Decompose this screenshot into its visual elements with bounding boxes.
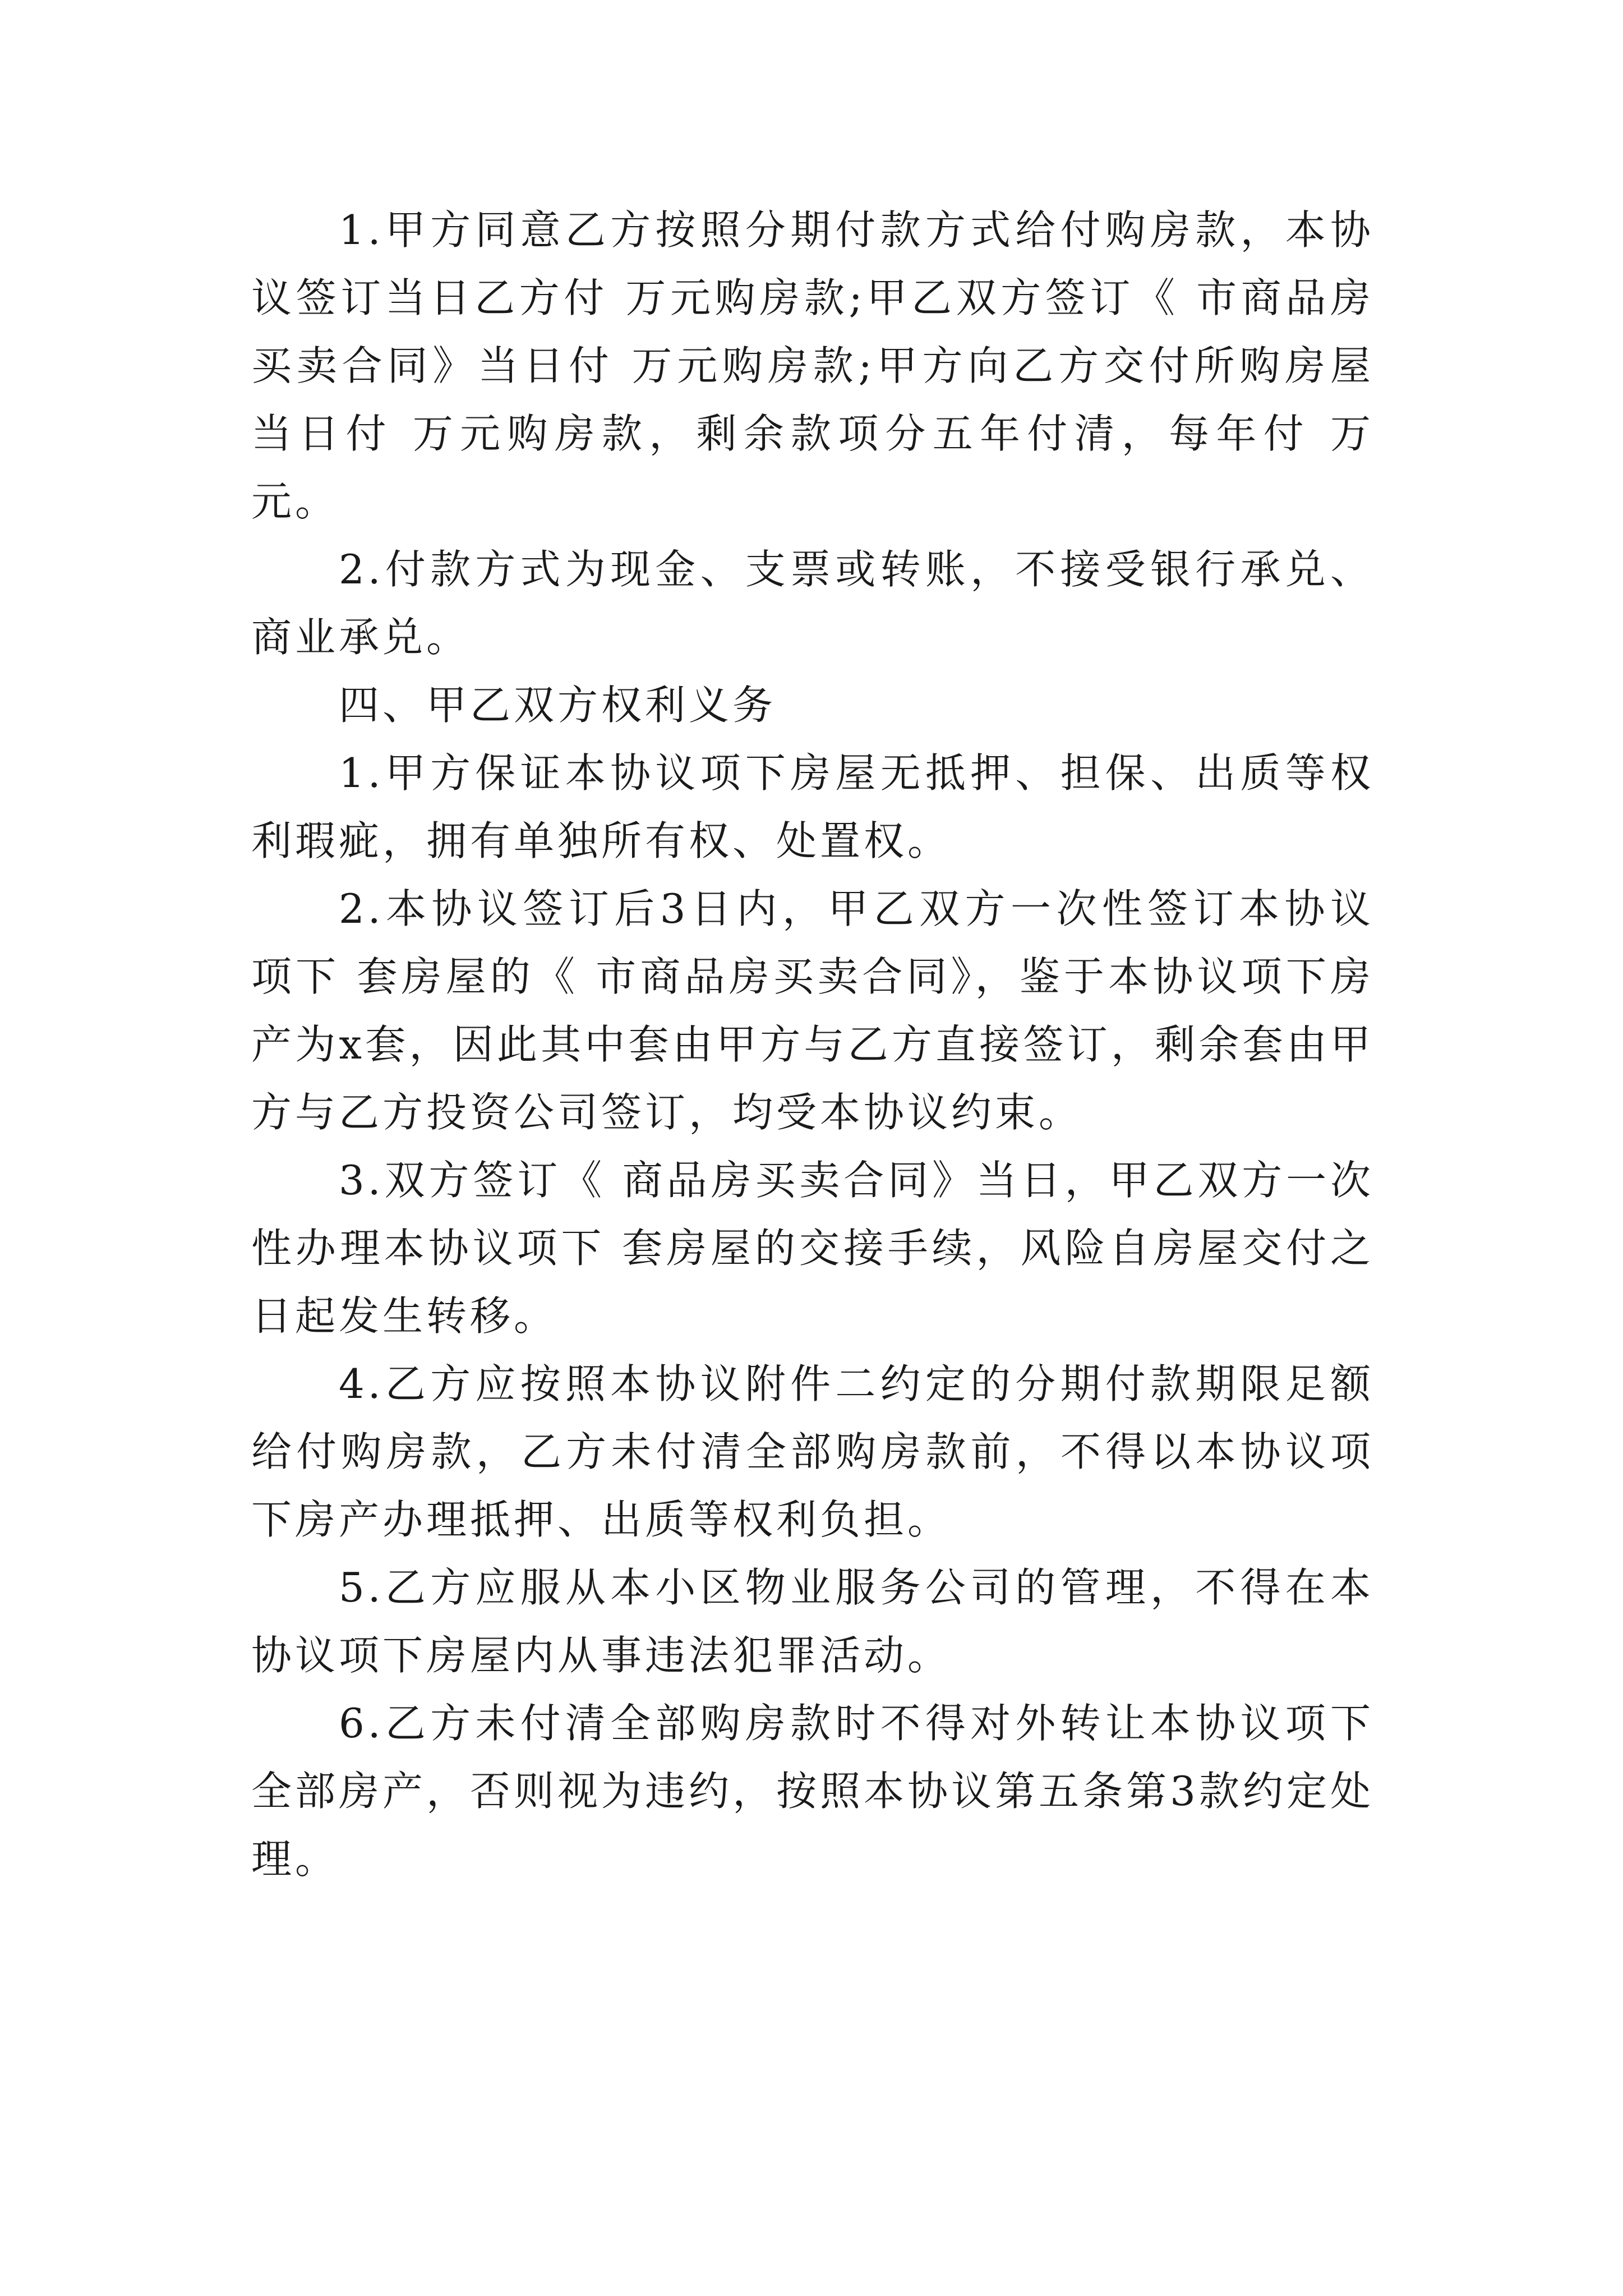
- document-body: [251, 196, 1374, 1893]
- paragraph-transfer-restriction: 6.乙方未付清全部购房款时不得对外转让本协议项下全部房产，否则视为违约，按照本协议第五条第3款约定处理。: [251, 1700, 1374, 1883]
- paragraph-payment-installments: 1.甲方同意乙方按照分期付款方式给付购房款，本协议签订当日乙方付 万元购房款;甲乙双方签订《 市商品房买卖合同》当日付 万元购房款;甲方向乙方交付所购房屋当日付 万元购房款，剩余款项分五年付清，每年付 万元。: [251, 206, 1374, 525]
- paragraph-property-management: 5.乙方应服从本小区物业服务公司的管理，不得在本协议项下房屋内从事违法犯罪活动。: [251, 1564, 1374, 1679]
- paragraph-handover: 3.双方签订《 商品房买卖合同》当日，甲乙双方一次性办理本协议项下 套房屋的交接手续，风险自房屋交付之日起发生转移。: [251, 1157, 1374, 1340]
- paragraph-contract-signing: 2.本协议签订后3日内，甲乙双方一次性签订本协议项下 套房屋的《 市商品房买卖合同》，鉴于本协议项下房产为x套，因此其中套由甲方与乙方直接签订，剩余套由甲方与乙方投资公司签订，均受本协议约束。: [251, 885, 1374, 1136]
- paragraph-buyer-payment-duty: 4.乙方应按照本协议附件二约定的分期付款期限足额给付购房款，乙方未付清全部购房款前，不得以本协议项下房产办理抵押、出质等权利负担。: [251, 1360, 1374, 1543]
- paragraph-payment-method: 2.付款方式为现金、支票或转账，不接受银行承兑、商业承兑。: [251, 546, 1374, 661]
- section-heading-rights-obligations: 四、甲乙双方权利义务: [339, 682, 777, 729]
- paragraph-seller-guarantee: 1.甲方保证本协议项下房屋无抵押、担保、出质等权利瑕疵，拥有单独所有权、处置权。: [251, 749, 1374, 864]
